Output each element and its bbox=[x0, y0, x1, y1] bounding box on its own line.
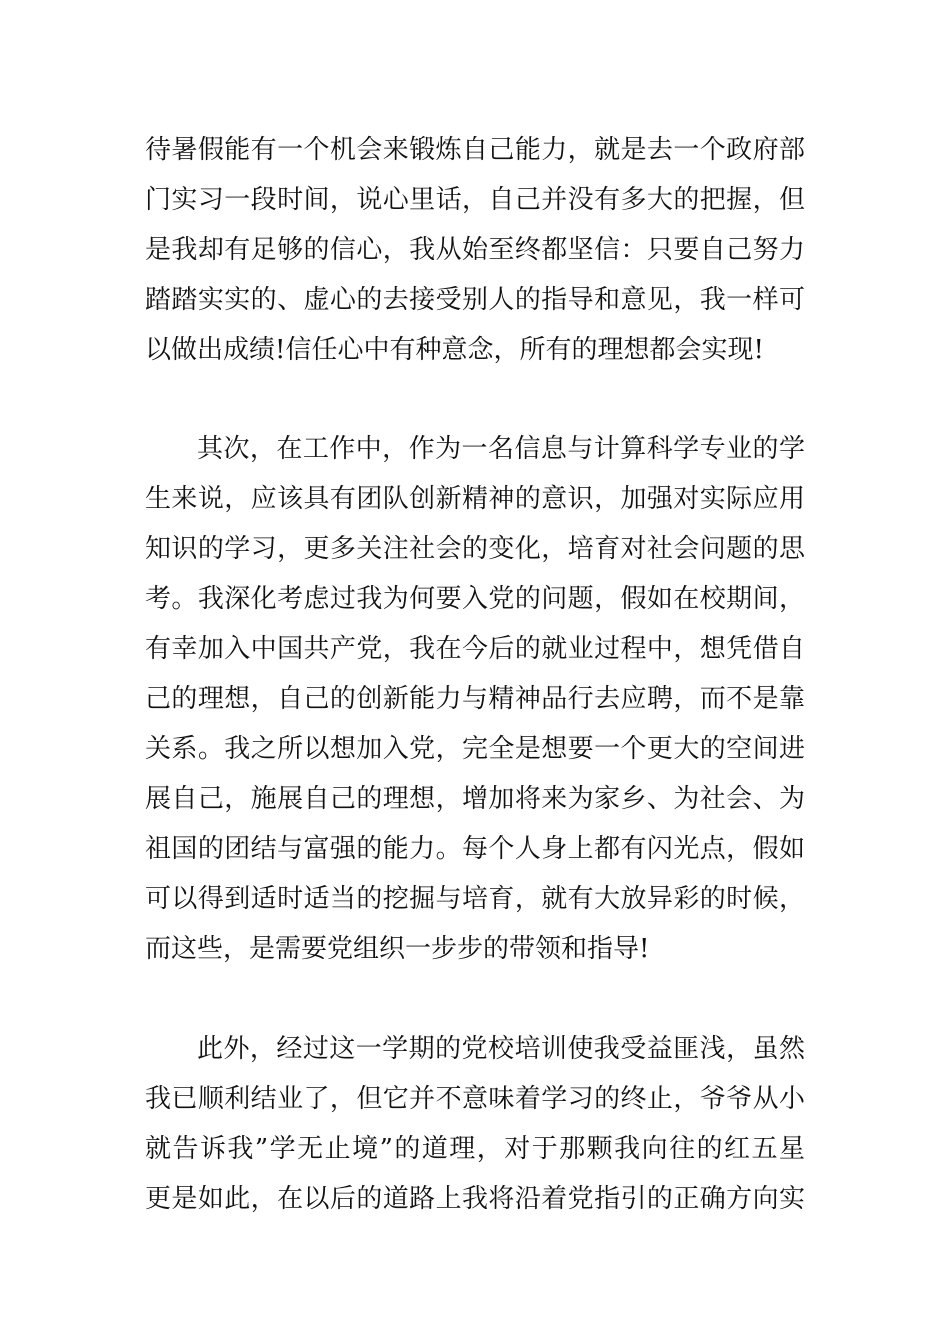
paragraph-line: 而这些，是需要党组织一步步的带领和指导! bbox=[145, 934, 650, 964]
paragraph-line: 我已顺利结业了，但它并不意味着学习的终止，爷爷从小 bbox=[145, 1084, 805, 1114]
paragraph-line: 可以得到适时适当的挖掘与培育，就有大放异彩的时候， bbox=[145, 884, 805, 914]
paragraph-line: 待暑假能有一个机会来锻炼自己能力，就是去一个政府部 bbox=[145, 135, 805, 165]
paragraph-line: 生来说，应该具有团队创新精神的意识，加强对实际应用 bbox=[145, 484, 805, 514]
paragraph-line: 知识的学习，更多关注社会的变化，培育对社会问题的思 bbox=[145, 534, 805, 564]
paragraph-line: 考。我深化考虑过我为何要入党的问题，假如在校期间， bbox=[145, 584, 805, 614]
paragraph-line: 此外，经过这一学期的党校培训使我受益匪浅，虽然 bbox=[197, 1034, 805, 1064]
paragraph-line: 有幸加入中国共产党，我在今后的就业过程中，想凭借自 bbox=[145, 634, 805, 664]
paragraph-line: 踏踏实实的、虚心的去接受别人的指导和意见，我一样可 bbox=[145, 285, 805, 315]
paragraph-line: 就告诉我”学无止境”的道理，对于那颗我向往的红五星 bbox=[145, 1134, 805, 1164]
paragraph-line: 展自己，施展自己的理想，增加将来为家乡、为社会、为 bbox=[145, 784, 805, 814]
paragraph-line: 是我却有足够的信心，我从始至终都坚信：只要自己努力 bbox=[145, 235, 805, 265]
paragraph-line: 其次，在工作中，作为一名信息与计算科学专业的学 bbox=[197, 434, 805, 464]
paragraph-line: 祖国的团结与富强的能力。每个人身上都有闪光点，假如 bbox=[145, 834, 805, 864]
paragraph-line: 更是如此，在以后的道路上我将沿着党指引的正确方向实 bbox=[145, 1184, 805, 1214]
paragraph-line: 门实习一段时间，说心里话，自己并没有多大的把握，但 bbox=[145, 185, 805, 215]
paragraph-line: 关系。我之所以想加入党，完全是想要一个更大的空间进 bbox=[145, 734, 805, 764]
paragraph-line: 己的理想，自己的创新能力与精神品行去应聘，而不是靠 bbox=[145, 684, 805, 714]
paragraph-line: 以做出成绩!信任心中有种意念，所有的理想都会实现! bbox=[145, 335, 764, 365]
